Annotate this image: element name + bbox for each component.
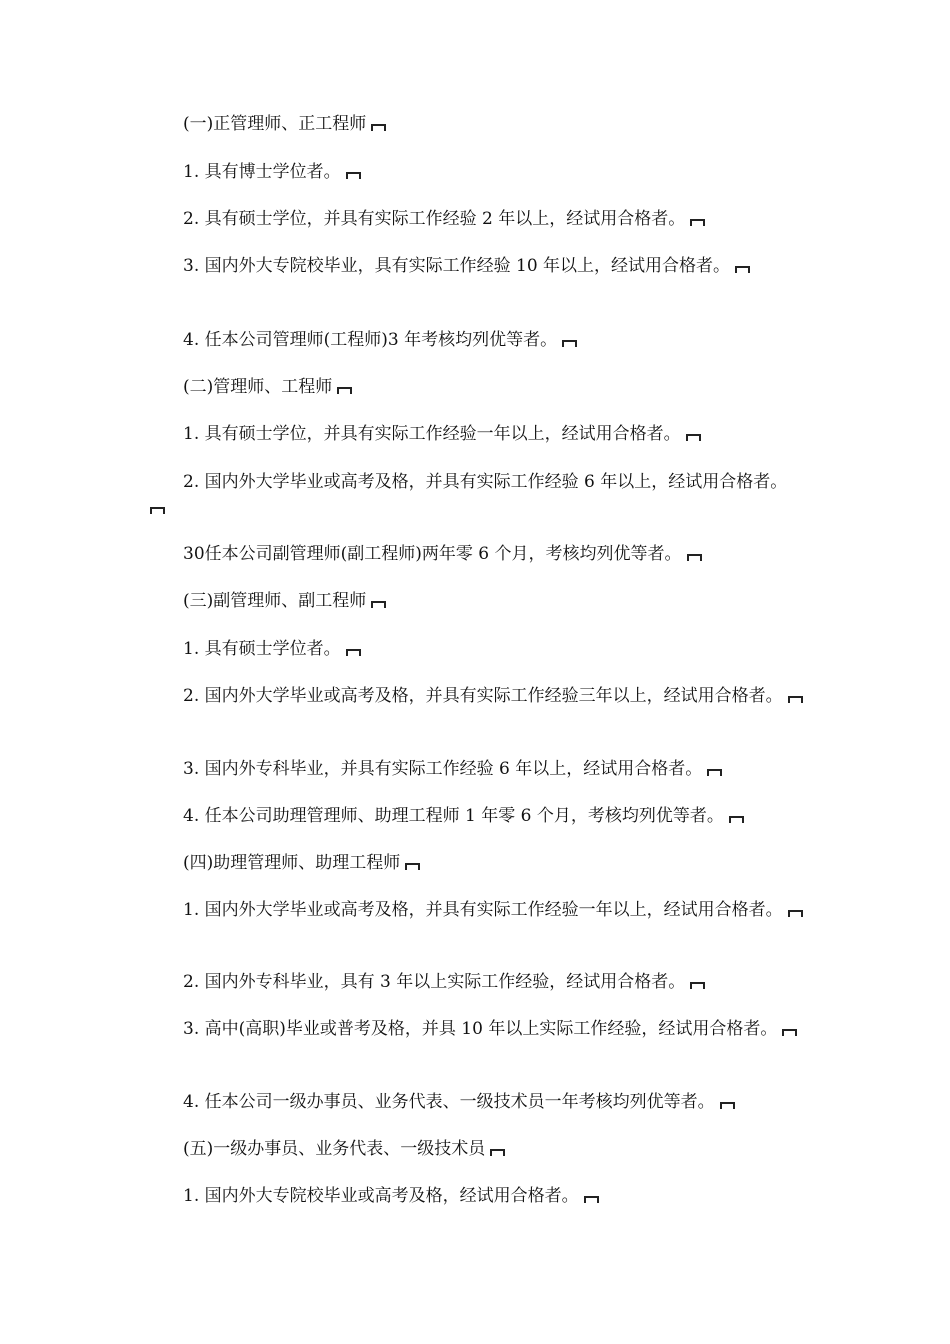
- list-item: 1. 具有博士学位者。: [145, 160, 805, 185]
- list-item: 4. 任本公司管理师(工程师)3 年考核均列优等者。: [145, 328, 805, 353]
- list-item: 3. 国内外专科毕业，并具有实际工作经验 6 年以上，经试用合格者。: [145, 757, 805, 782]
- section-heading-2: (二)管理师、工程师: [145, 375, 805, 400]
- paragraph-mark-icon: [371, 124, 386, 131]
- paragraph-mark-icon: [562, 340, 577, 347]
- list-item: 2. 国内外大学毕业或高考及格，并具有实际工作经验三年以上，经试用合格者。: [145, 684, 805, 709]
- paragraph-mark-icon: [735, 266, 750, 273]
- paragraph-mark-icon: [707, 769, 722, 776]
- paragraph-mark-icon: [371, 601, 386, 608]
- paragraph-mark-icon: [690, 219, 705, 226]
- paragraph-mark-icon: [782, 1029, 797, 1036]
- section-heading-4: (四)助理管理师、助理工程师: [145, 851, 805, 876]
- paragraph-mark-icon: [686, 434, 701, 441]
- paragraph-mark-icon: [150, 507, 165, 514]
- list-item: 3. 国内外大专院校毕业，具有实际工作经验 10 年以上，经试用合格者。: [145, 254, 805, 279]
- paragraph-mark-icon: [346, 172, 361, 179]
- list-item: 1. 具有硕士学位者。: [145, 637, 805, 662]
- paragraph-mark-icon: [788, 910, 803, 917]
- section-heading-5: (五)一级办事员、业务代表、一级技术员: [145, 1137, 805, 1162]
- paragraph-mark-icon: [337, 387, 352, 394]
- paragraph-mark-icon: [405, 863, 420, 870]
- list-item: 1. 国内外大专院校毕业或高考及格，经试用合格者。: [145, 1184, 805, 1209]
- paragraph-mark-icon: [346, 649, 361, 656]
- paragraph-mark-icon: [584, 1196, 599, 1203]
- paragraph-mark-icon: [788, 696, 803, 703]
- list-item: 2. 国内外专科毕业，具有 3 年以上实际工作经验，经试用合格者。: [145, 970, 805, 995]
- paragraph-mark-icon: [720, 1102, 735, 1109]
- paragraph-mark-icon: [687, 554, 702, 561]
- section-heading-3: (三)副管理师、副工程师: [145, 589, 805, 614]
- paragraph-mark-icon: [490, 1149, 505, 1156]
- paragraph-mark-icon: [690, 982, 705, 989]
- list-item: 30任本公司副管理师(副工程师)两年零 6 个月，考核均列优等者。: [145, 542, 805, 567]
- list-item: 1. 国内外大学毕业或高考及格，并具有实际工作经验一年以上，经试用合格者。: [145, 898, 805, 923]
- list-item: 1. 具有硕士学位，并具有实际工作经验一年以上，经试用合格者。: [145, 422, 805, 447]
- list-item: 3. 高中(高职)毕业或普考及格，并具 10 年以上实际工作经验，经试用合格者。: [145, 1017, 805, 1042]
- list-item: 2. 具有硕士学位，并具有实际工作经验 2 年以上，经试用合格者。: [145, 207, 805, 232]
- section-heading-1: (一)正管理师、正工程师: [145, 112, 805, 137]
- list-item: 4. 任本公司助理管理师、助理工程师 1 年零 6 个月，考核均列优等者。: [145, 804, 805, 829]
- list-item: 2. 国内外大学毕业或高考及格，并具有实际工作经验 6 年以上，经试用合格者。: [145, 470, 805, 520]
- list-item: 4. 任本公司一级办事员、业务代表、一级技术员一年考核均列优等者。: [145, 1090, 805, 1115]
- paragraph-mark-icon: [729, 816, 744, 823]
